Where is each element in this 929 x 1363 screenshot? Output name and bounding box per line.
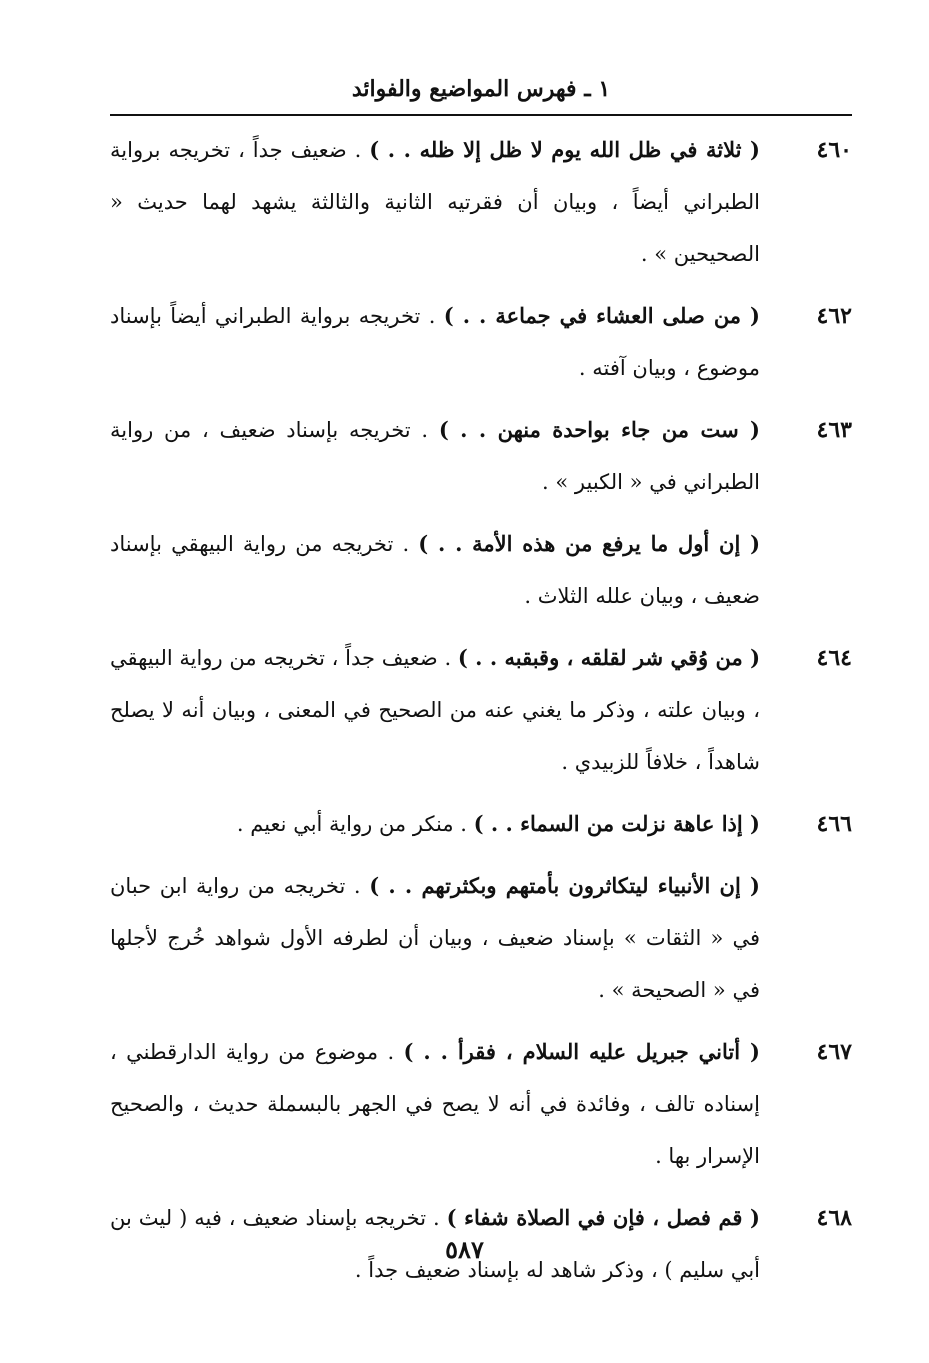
entry-number: ٤٦٧	[816, 1039, 852, 1065]
index-entries	[110, 124, 852, 1306]
hadith-quote: ( أتاني جبريل عليه السلام ، فقرأ . . )	[403, 1039, 760, 1064]
hadith-quote: ( قم فصل ، فإن في الصلاة شفاء )	[446, 1205, 760, 1230]
entry-description: . تخريجه من رواية البيهقي بإسناد ضعيف ، وبيان علله الثلاث .	[110, 532, 760, 608]
entry-number: ٤٦٤	[816, 645, 852, 671]
index-entry	[110, 798, 852, 850]
hadith-quote: ( من صلى العشاء في جماعة . . )	[443, 303, 760, 328]
hadith-quote: ( ثلاثة في ظل الله يوم لا ظل إلا ظله . . )	[369, 137, 760, 162]
entry-number: ٤٦٠	[816, 137, 852, 163]
entry-number: ٤٦٦	[816, 811, 852, 837]
index-entry	[110, 404, 852, 508]
hadith-quote: ( إذا عاهة نزلت من السماء . . )	[473, 811, 760, 836]
entry-description: . تخريجه بإسناد ضعيف ، فيه ( ليث بن أبي سليم ) ، وذكر شاهد له بإسناد ضعيف جداً .	[110, 1206, 760, 1282]
entry-number: ٤٦٢	[816, 303, 852, 329]
index-entry	[110, 124, 852, 280]
entry-description: . ضعيف جداً ، تخريجه برواية الطبراني أيضاً ، وبيان أن فقرتيه الثانية والثالثة يشهد لهما حديث « الصحيحين » .	[110, 138, 760, 266]
page-number: ٥٨٧	[445, 1235, 484, 1264]
entry-description: . تخريجه من رواية ابن حبان في « الثقات » بإسناد ضعيف ، وبيان أن لطرفه الأول شواهد خُرج لأجلها في « الصحيحة » .	[110, 874, 760, 1002]
entry-text	[110, 518, 760, 622]
entry-text	[110, 404, 760, 508]
index-entry	[110, 860, 852, 1016]
entry-description: . موضوع من رواية الدارقطني ، إسناده تالف ، وفائدة في أنه لا يصح في الجهر بالبسملة حديث ، والصحيح الإسرار بها .	[110, 1040, 760, 1168]
entry-text	[110, 1026, 760, 1182]
entry-number: ٤٦٨	[816, 1205, 852, 1231]
entry-description: . تخريجه بإسناد ضعيف ، من رواية الطبراني في « الكبير » .	[110, 418, 760, 494]
running-head: ١ ـ فهرس المواضيع والفوائد	[351, 76, 611, 102]
hadith-quote: ( ست من جاء بواحدة منهن . . )	[438, 417, 760, 442]
entry-number: ٤٦٣	[816, 417, 852, 443]
index-entry	[110, 290, 852, 394]
index-entry	[110, 518, 852, 622]
index-entry	[110, 632, 852, 788]
entry-text	[110, 632, 760, 788]
entry-text	[110, 798, 760, 850]
hadith-quote: ( من وُقي شر لقلقه ، وقبقبه . . )	[457, 645, 761, 670]
entry-description: . منكر من رواية أبي نعيم .	[236, 812, 474, 836]
entry-description: . ضعيف جداً ، تخريجه من رواية البيهقي ، وبيان علته ، وذكر ما يغني عنه من الصحيح في المعنى ، وبيان أنه لا يصلح شاهداً ، خلافاً للزبيدي .	[110, 646, 760, 774]
entry-description: . تخريجه برواية الطبراني أيضاً بإسناد موضوع ، وبيان آفته .	[110, 304, 760, 380]
entry-text	[110, 290, 760, 394]
hadith-quote: ( إن الأنبياء ليتكاثرون بأمتهم وبكثرتهم . . )	[369, 873, 760, 898]
header-rule	[110, 114, 852, 116]
index-entry	[110, 1026, 852, 1182]
entry-text	[110, 124, 760, 280]
hadith-quote: ( إن أول ما يرفع من هذه الأمة . . )	[418, 531, 760, 556]
entry-text	[110, 860, 760, 1016]
